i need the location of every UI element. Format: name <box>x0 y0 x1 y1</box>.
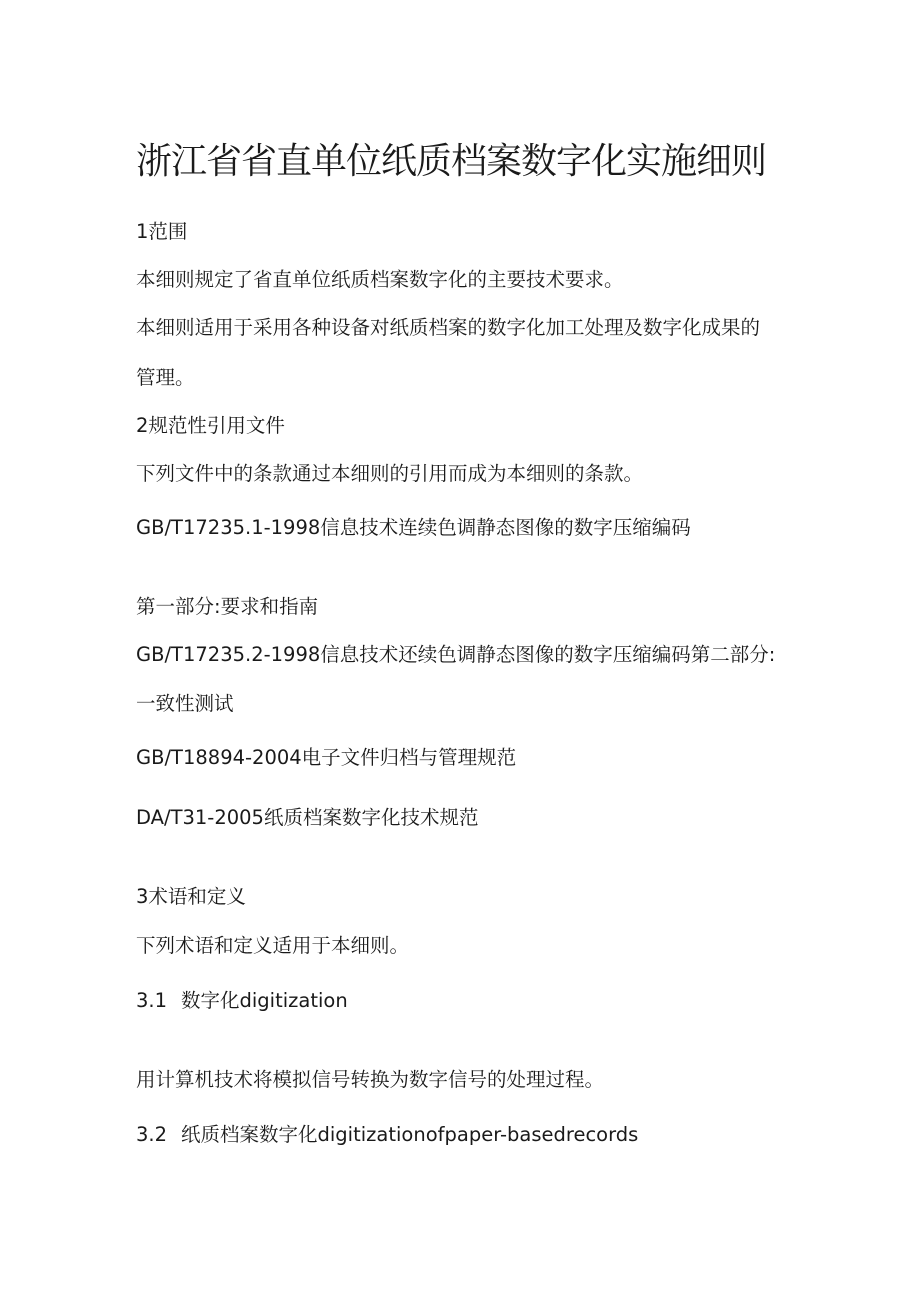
reference-4: DA/T31-2005纸质档案数字化技术规范 <box>136 806 479 829</box>
term-3-2-number: 3.2 <box>136 1123 168 1146</box>
term-3-2-label: 纸质档案数字化digitizationofpaper-basedrecords <box>181 1123 639 1146</box>
reference-1-line-2: 第一部分:要求和指南 <box>136 595 319 618</box>
section-3-heading: 3术语和定义 <box>136 885 246 908</box>
term-3-1-label: 数字化digitization <box>181 989 348 1012</box>
reference-2-line-2: 一致性测试 <box>136 692 234 715</box>
section-3-paragraph-1: 下列术语和定义适用于本细则。 <box>136 934 410 957</box>
section-1-paragraph-2-line-2: 管理。 <box>136 366 195 389</box>
section-2-paragraph-1: 下列文件中的条款通过本细则的引用而成为本细则的条款。 <box>136 462 644 485</box>
term-3-2 <box>136 1121 638 1149</box>
section-1-paragraph-2-line-1: 本细则适用于采用各种设备对纸质档案的数字化加工处理及数字化成果的 <box>136 316 761 339</box>
section-1-heading: 1范围 <box>136 220 188 243</box>
term-3-1-number: 3.1 <box>136 989 168 1012</box>
section-1-paragraph-1: 本细则规定了省直单位纸质档案数字化的主要技术要求。 <box>136 268 624 291</box>
section-2-heading: 2规范性引用文件 <box>136 414 285 437</box>
reference-3: GB/T18894-2004电子文件归档与管理规范 <box>136 746 517 769</box>
term-3-1-definition: 用计算机技术将模拟信号转换为数字信号的处理过程。 <box>136 1068 605 1091</box>
reference-1-line-1: GB/T17235.1-1998信息技术连续色调静态图像的数字压缩编码 <box>136 516 691 539</box>
term-3-1 <box>136 987 348 1015</box>
reference-2-line-1: GB/T17235.2-1998信息技术还续色调静态图像的数字压缩编码第二部分: <box>136 643 776 666</box>
document-title: 浙江省省直单位纸质档案数字化实施细则 <box>136 141 767 182</box>
